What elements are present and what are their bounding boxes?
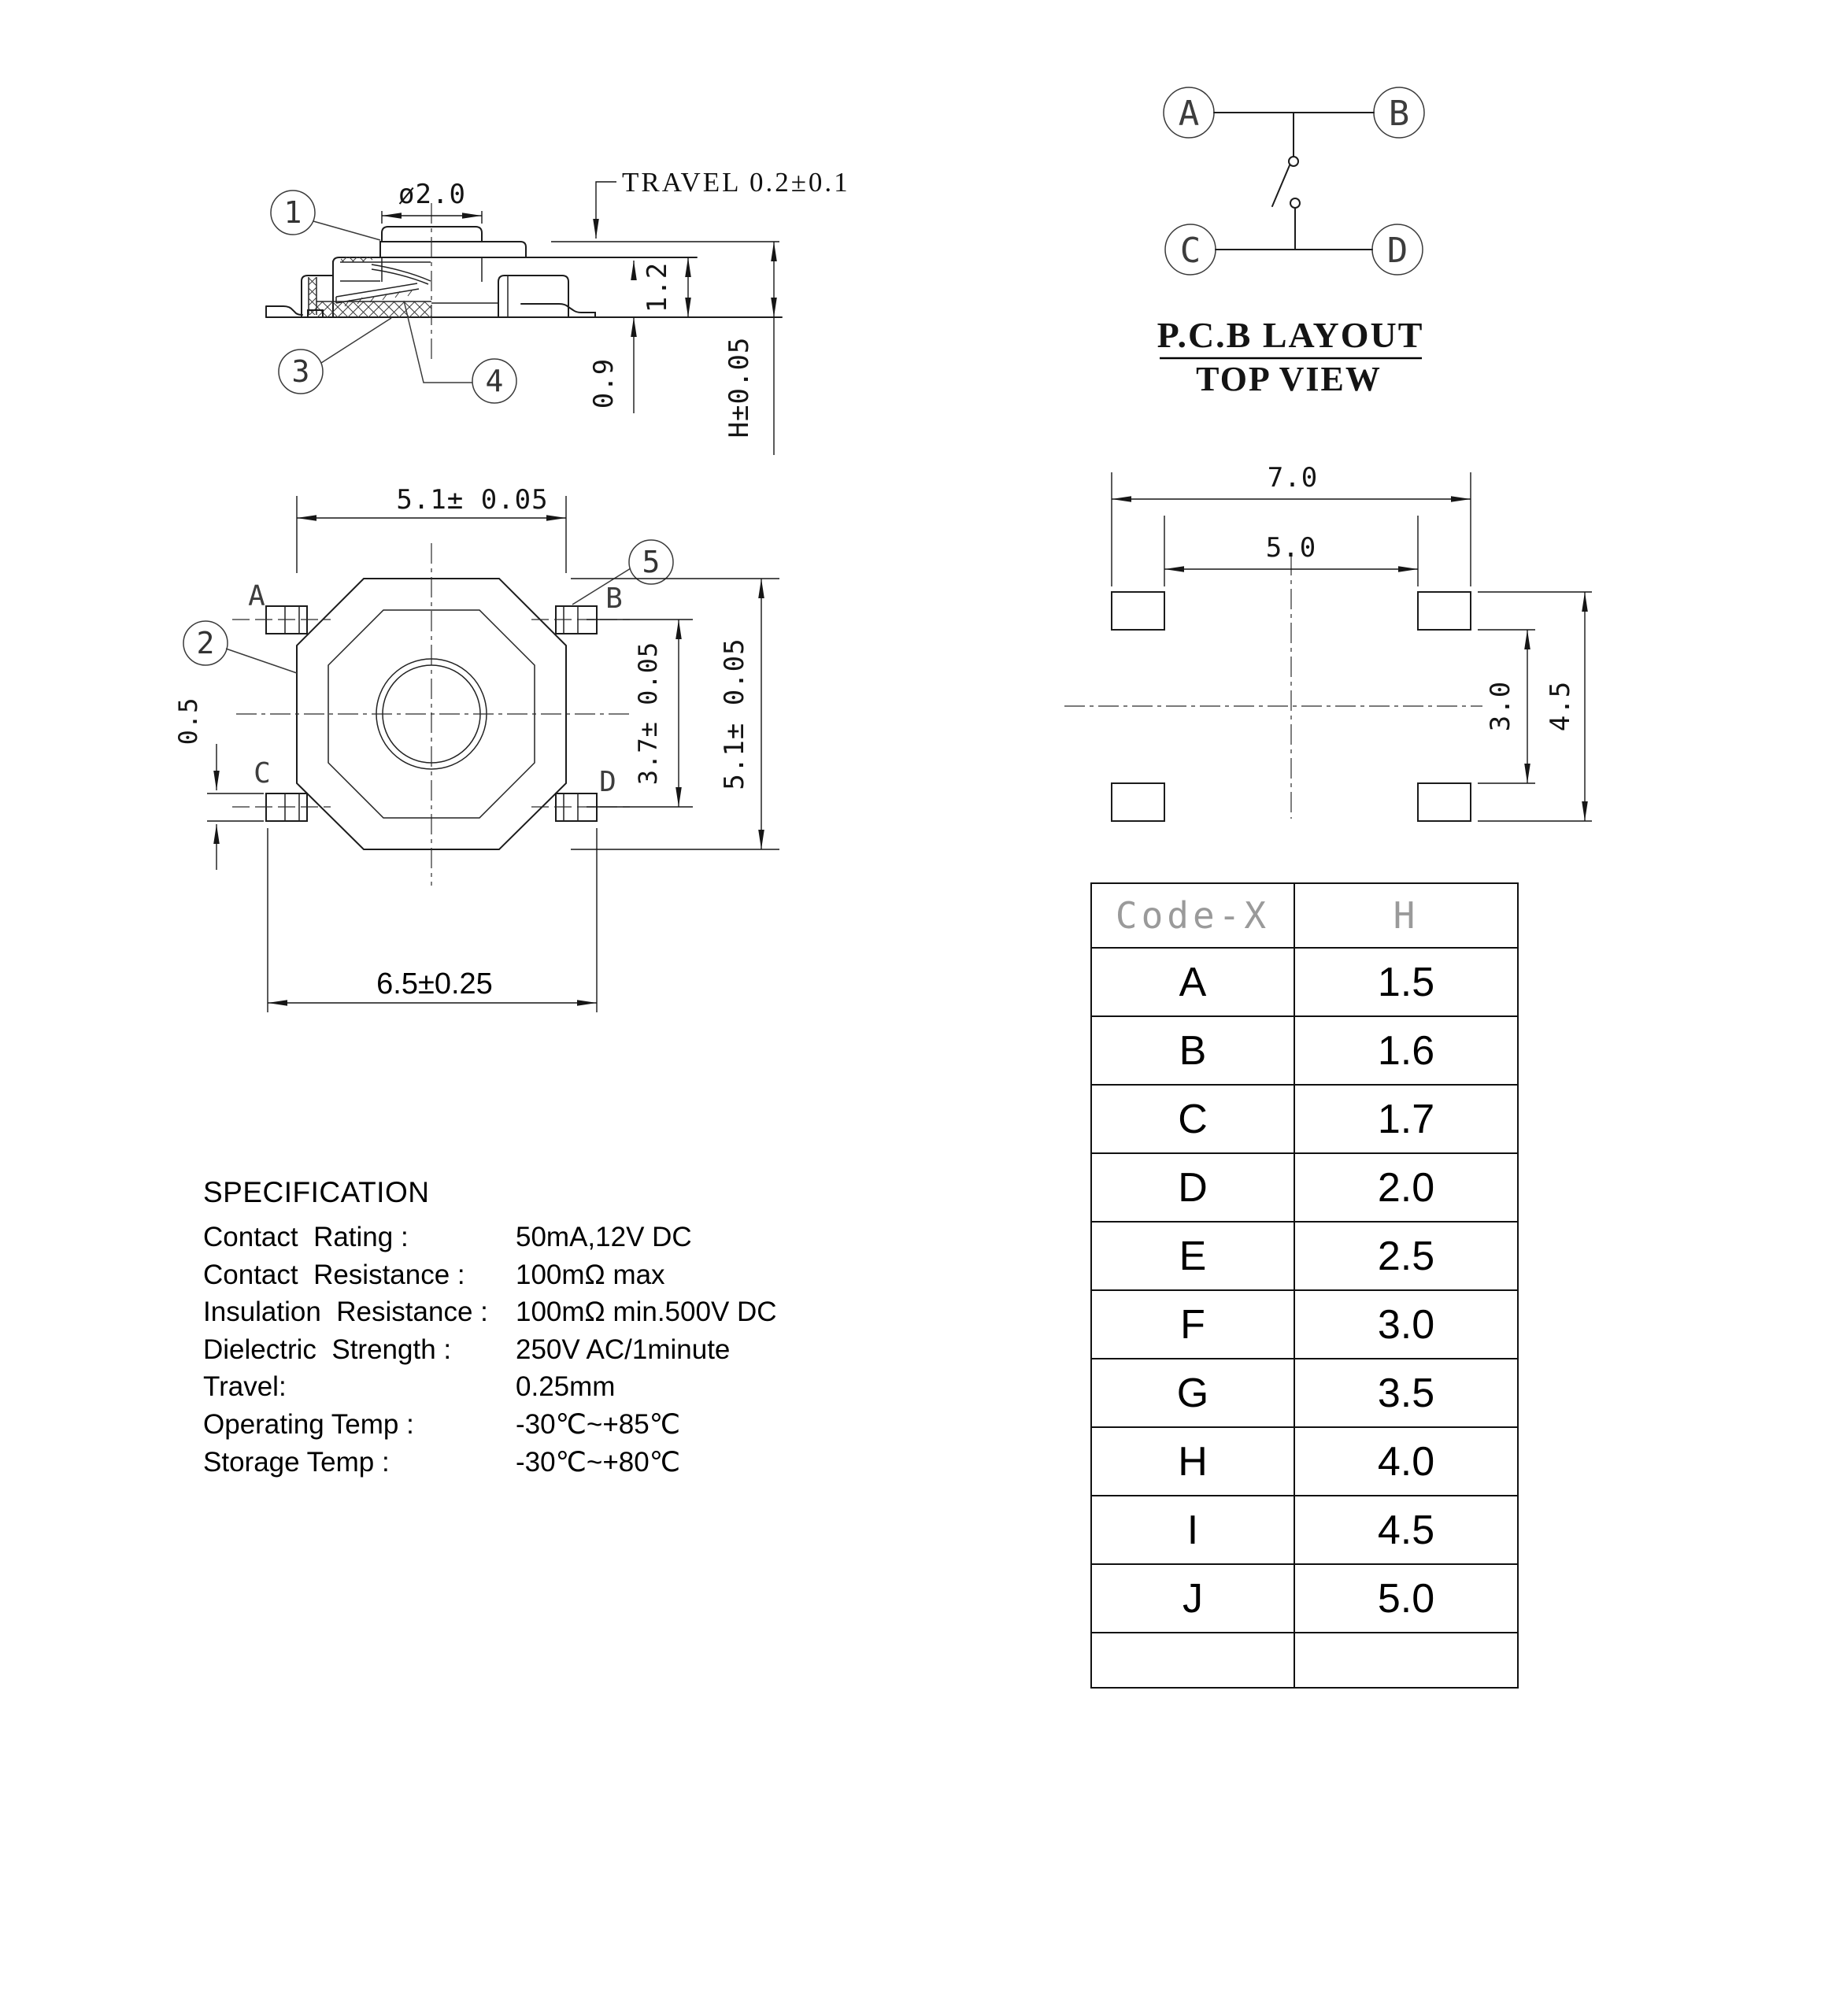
spec-row <box>203 1447 801 1485</box>
top-view-drawing <box>165 457 819 1031</box>
spec-label: Operating Temp : <box>203 1408 414 1440</box>
height-cell: 1.7 <box>1294 1085 1518 1153</box>
pad-top-right <box>1418 592 1471 630</box>
spec-label: Dielectric Strength : <box>203 1334 452 1365</box>
spec-row <box>203 1371 801 1409</box>
specification-rows <box>203 1222 801 1484</box>
table-header-code: Code-X <box>1091 883 1294 948</box>
table-header-row <box>1091 883 1518 948</box>
callout-1-number: 1 <box>283 195 302 230</box>
schematic-terminal-b: B <box>1388 94 1410 134</box>
side-view-drawing <box>134 87 968 480</box>
spec-label: Storage Temp : <box>203 1446 390 1478</box>
spec-label: Contact Rating : <box>203 1222 409 1252</box>
pad-top-left <box>1112 592 1164 630</box>
callout-5-number: 5 <box>642 545 661 579</box>
dim-body-width: 5.1± 0.05 <box>396 484 549 516</box>
code-cell: A <box>1091 948 1294 1016</box>
dim-lead-width: 0.5 <box>173 697 203 745</box>
spec-label: Travel: <box>203 1371 287 1403</box>
schematic-terminal-d: D <box>1386 231 1408 271</box>
schematic-drawing <box>1126 55 1456 401</box>
spec-row <box>203 1222 801 1260</box>
pad-bottom-left <box>1112 783 1164 821</box>
spec-label: Contact Resistance : <box>203 1259 465 1290</box>
code-height-table <box>1090 882 1519 1689</box>
code-cell-empty <box>1091 1633 1294 1688</box>
spec-value: -30℃~+80℃ <box>516 1446 681 1478</box>
table-row <box>1091 1222 1518 1290</box>
code-cell: F <box>1091 1290 1294 1359</box>
pcb-layout-title: P.C.B LAYOUT <box>1157 315 1424 355</box>
height-cell: 2.5 <box>1294 1222 1518 1290</box>
table-row <box>1091 1359 1518 1427</box>
side-view-dimensions <box>382 167 850 455</box>
spec-row <box>203 1334 801 1372</box>
centerlines <box>236 543 630 886</box>
top-view-terminal-d: D <box>599 766 616 798</box>
callout-2-number: 2 <box>196 626 215 660</box>
spec-value: 100mΩ min.500V DC <box>516 1297 777 1328</box>
code-cell: H <box>1091 1427 1294 1496</box>
spec-row <box>203 1260 801 1297</box>
spec-value: 100mΩ max <box>516 1259 665 1290</box>
top-view-terminal-b: B <box>605 583 623 615</box>
spec-row <box>203 1297 801 1334</box>
code-cell: D <box>1091 1153 1294 1222</box>
top-view-terminal-c: C <box>254 757 271 790</box>
top-view-subtitle: TOP VIEW <box>1196 360 1382 398</box>
schematic-terminal-c: C <box>1179 231 1201 271</box>
table-row <box>1091 1153 1518 1222</box>
dim-total-height: H±0.05 <box>724 336 755 438</box>
schematic-circuit <box>1164 87 1424 275</box>
code-cell: E <box>1091 1222 1294 1290</box>
pcb-layout-drawing <box>1055 441 1630 850</box>
height-cell: 1.6 <box>1294 1016 1518 1085</box>
height-cell: 2.0 <box>1294 1153 1518 1222</box>
table-row <box>1091 1290 1518 1359</box>
pcb-dimensions <box>1112 462 1592 821</box>
top-view-terminal-a: A <box>248 580 265 612</box>
height-cell: 3.0 <box>1294 1290 1518 1359</box>
dim-terminal-height: 0.9 <box>588 357 620 409</box>
dim-cover-height: 1.2 <box>642 261 673 313</box>
spec-value: -30℃~+85℃ <box>516 1408 681 1440</box>
code-cell: J <box>1091 1564 1294 1633</box>
code-cell: C <box>1091 1085 1294 1153</box>
side-view-callouts <box>271 191 516 403</box>
code-cell: I <box>1091 1496 1294 1564</box>
top-view-dimensions <box>173 484 779 1012</box>
table-row <box>1091 948 1518 1016</box>
table-row <box>1091 1427 1518 1496</box>
spec-row <box>203 1409 801 1447</box>
travel-label: TRAVEL 0.2±0.1 <box>622 167 850 198</box>
dim-pcb-outer-width: 7.0 <box>1267 462 1319 494</box>
height-cell: 4.0 <box>1294 1427 1518 1496</box>
height-cell: 5.0 <box>1294 1564 1518 1633</box>
callout-3-number: 3 <box>291 354 310 389</box>
dim-stem-diameter: ø2.0 <box>398 179 466 210</box>
code-cell: G <box>1091 1359 1294 1427</box>
table-row <box>1091 1496 1518 1564</box>
dim-pcb-pad-span: 5.0 <box>1265 532 1317 564</box>
table-row <box>1091 1564 1518 1633</box>
specification-block <box>203 1176 801 1484</box>
dim-lead-span: 6.5±0.25 <box>376 967 493 1001</box>
height-cell: 1.5 <box>1294 948 1518 1016</box>
table-row <box>1091 1085 1518 1153</box>
switch-blade <box>1272 165 1290 206</box>
schematic-terminal-a: A <box>1178 94 1200 134</box>
height-cell: 4.5 <box>1294 1496 1518 1564</box>
top-view-body <box>232 543 630 886</box>
spec-value: 250V AC/1minute <box>516 1334 731 1365</box>
code-cell: B <box>1091 1016 1294 1085</box>
dim-body-height: 5.1± 0.05 <box>719 638 750 790</box>
table-row-empty <box>1091 1633 1518 1688</box>
specification-title: SPECIFICATION <box>203 1176 430 1208</box>
table-row <box>1091 1016 1518 1085</box>
dim-pcb-pad-gap: 3.0 <box>1485 680 1516 732</box>
pad-bottom-right <box>1418 783 1471 821</box>
dim-contact-span: 3.7± 0.05 <box>633 641 663 786</box>
pcb-centerlines <box>1064 555 1482 819</box>
dim-pcb-outer-height: 4.5 <box>1545 680 1576 732</box>
spec-value: 50mA,12V DC <box>516 1222 692 1252</box>
height-cell: 3.5 <box>1294 1359 1518 1427</box>
table-header-h: H <box>1294 883 1518 948</box>
height-cell-empty <box>1294 1633 1518 1688</box>
pcb-pads <box>1064 555 1482 821</box>
callout-4-number: 4 <box>485 364 504 398</box>
spec-value: 0.25mm <box>516 1371 616 1403</box>
switch-cross-section <box>266 203 782 364</box>
spec-label: Insulation Resistance : <box>203 1297 488 1328</box>
